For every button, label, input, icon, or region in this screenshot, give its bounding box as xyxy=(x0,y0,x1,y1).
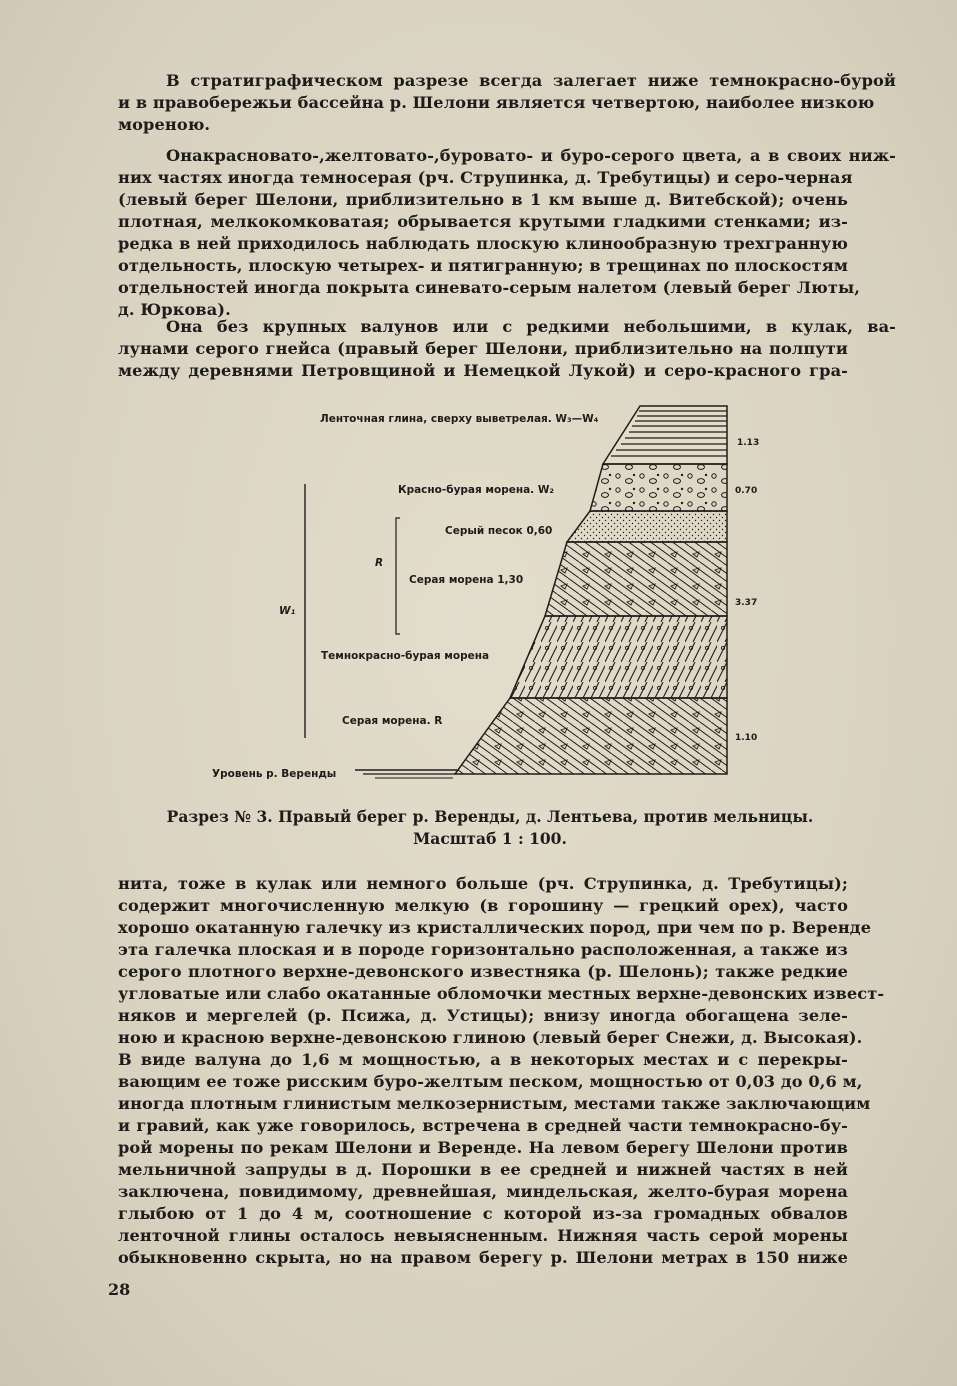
paragraph-3 xyxy=(118,316,896,338)
paragraph-1-cont xyxy=(118,92,875,136)
label-grey-moraine-lower: Серая морена. R xyxy=(342,715,443,727)
text-line: и гравий, как уже говорилось, встречена в средней части темнокрасно-бу- xyxy=(118,1116,848,1135)
text-line: вающим ее тоже рисским буро-желтым песком, мощностью от 0,03 до 0,6 м, xyxy=(118,1072,863,1091)
text-line: ленточной глины осталось невыясненным. Нижняя часть серой морены xyxy=(118,1226,848,1245)
text-line: отдельность, плоскую четырех- и пятигранную; в трещинах по плоскостям xyxy=(118,256,848,275)
label-ribbon-clay: Ленточная глина, сверху выветрелая. W₃—W₄ xyxy=(320,413,599,425)
paragraph-1 xyxy=(118,70,896,92)
text-line: В виде валуна до 1,6 м мощностью, а в некоторых местах и с перекры- xyxy=(118,1050,848,1069)
paragraph-2-cont xyxy=(118,167,861,321)
text-line: иногда плотным глинистым мелкозернистым, местами также заключающим xyxy=(118,1094,871,1113)
thickness-red-brown-moraine: 0.70 xyxy=(735,486,758,496)
text-line: серого плотного верхне-девонского известняка (р. Шелонь); также редкие xyxy=(118,962,848,981)
text-line: (левый берег Шелони, приблизительно в 1 км выше д. Витебской); очень xyxy=(118,190,848,209)
label-grey-moraine-upper: Серая морена 1,30 xyxy=(409,574,524,586)
text-line: нита, тоже в кулак или немного больше (рч. Струпинка, д. Требутицы); xyxy=(118,874,848,893)
text-line: содержит многочисленную мелкую (в горошину — грецкий орех), часто xyxy=(118,896,848,915)
caption-title: Разрез № 3. Правый берег р. Веренды, д. Лентьева, против мельницы. xyxy=(166,807,814,826)
layer-ribbon-clay xyxy=(603,406,727,464)
layer-grey-moraine-upper xyxy=(545,542,727,616)
text-line: отдельностей иногда покрыта синевато-серым налетом (левый берег Люты, xyxy=(118,278,861,297)
text-line: угловатые или слабо окатанные обломочки местных верхне-девонских извест- xyxy=(118,984,885,1003)
figure-caption xyxy=(150,806,830,850)
text-line: заключена, повидимому, древнейшая, миндельская, желто-бурая морена xyxy=(118,1182,848,1201)
paragraph-3-cont xyxy=(118,338,848,382)
text-line: редка в ней приходилось наблюдать плоскую клинообразную трехгранную xyxy=(118,234,848,253)
label-dark-red-brown-moraine: Темнокрасно-бурая морена xyxy=(321,650,490,662)
thickness-ribbon-clay: 1.13 xyxy=(737,438,760,448)
label-red-brown-moraine: Красно-бурая морена. W₂ xyxy=(398,484,555,496)
bracket-r xyxy=(396,518,400,634)
text-line: рой морены по рекам Шелони и Веренде. На левом берегу Шелони против xyxy=(118,1138,848,1157)
text-line: обыкновенно скрыта, но на правом берегу р. Шелони метрах в 150 ниже xyxy=(118,1248,848,1267)
paragraph-2 xyxy=(118,145,896,167)
thickness-grey-moraine-lower: 1.10 xyxy=(735,733,758,743)
text-line: хорошо окатанную галечку из кристаллических пород, при чем по р. Веренде xyxy=(118,918,872,937)
text-line: ною и красною верхне-девонскою глиною (левый берег Снежи, д. Высокая). xyxy=(118,1028,863,1047)
text-line: Она без крупных валунов или с редкими небольшими, в кулак, ва- xyxy=(166,317,896,336)
text-line: д. Юркова). xyxy=(118,300,231,319)
text-line: мореною. xyxy=(118,115,211,134)
text-line: мельничной запруды в д. Порошки в ее средней и нижней частях в ней xyxy=(118,1160,848,1179)
text-line: глыбою от 1 до 4 м, соотношение с которой из-за громадных обвалов xyxy=(118,1204,848,1223)
layer-grey-sand xyxy=(567,511,727,542)
label-grey-sand: Серый песок 0,60 xyxy=(445,525,553,537)
caption-scale: Масштаб 1 : 100. xyxy=(413,829,567,848)
paragraph-4 xyxy=(118,873,885,1269)
label-river-level: Уровень р. Веренды xyxy=(212,768,337,780)
label-bracket-r: R xyxy=(375,557,384,569)
text-line: лунами серого гнейса (правый берег Шелони, приблизительно на полпути xyxy=(118,339,848,358)
river-level-line xyxy=(355,770,457,778)
text-line: между деревнями Петровщиной и Немецкой Лукой) и серо-красного гра- xyxy=(118,361,848,380)
thickness-dark-red-brown-moraine: 3.37 xyxy=(735,598,758,608)
text-line: и в правобережьи бассейна р. Шелони является четвертою, наиболее низкою xyxy=(118,93,875,112)
cross-section-figure xyxy=(205,402,765,792)
layer-red-brown-moraine xyxy=(590,464,727,511)
text-line: плотная, мелкокомковатая; обрывается крутыми гладкими стенками; из- xyxy=(118,212,848,231)
layer-grey-moraine-lower xyxy=(455,698,727,774)
text-line: Онакрасновато-,желтовато-,буровато- и буро-серого цвета, а в своих ниж- xyxy=(166,146,896,165)
layer-dark-red-brown-moraine xyxy=(510,616,727,698)
text-line: няков и мергелей (р. Псижа, д. Устицы); внизу иногда обогащена зеле- xyxy=(118,1006,848,1025)
text-line: них частях иногда темносерая (рч. Струпинка, д. Требутицы) и серо-черная xyxy=(118,168,853,187)
label-bracket-w1: W₁ xyxy=(279,605,296,617)
page-number: 28 xyxy=(108,1280,131,1299)
text-line: эта галечка плоская и в породе горизонтально расположенная, а также из xyxy=(118,940,848,959)
text-line: В стратиграфическом разрезе всегда залегает ниже темнокрасно-бурой xyxy=(166,71,896,90)
